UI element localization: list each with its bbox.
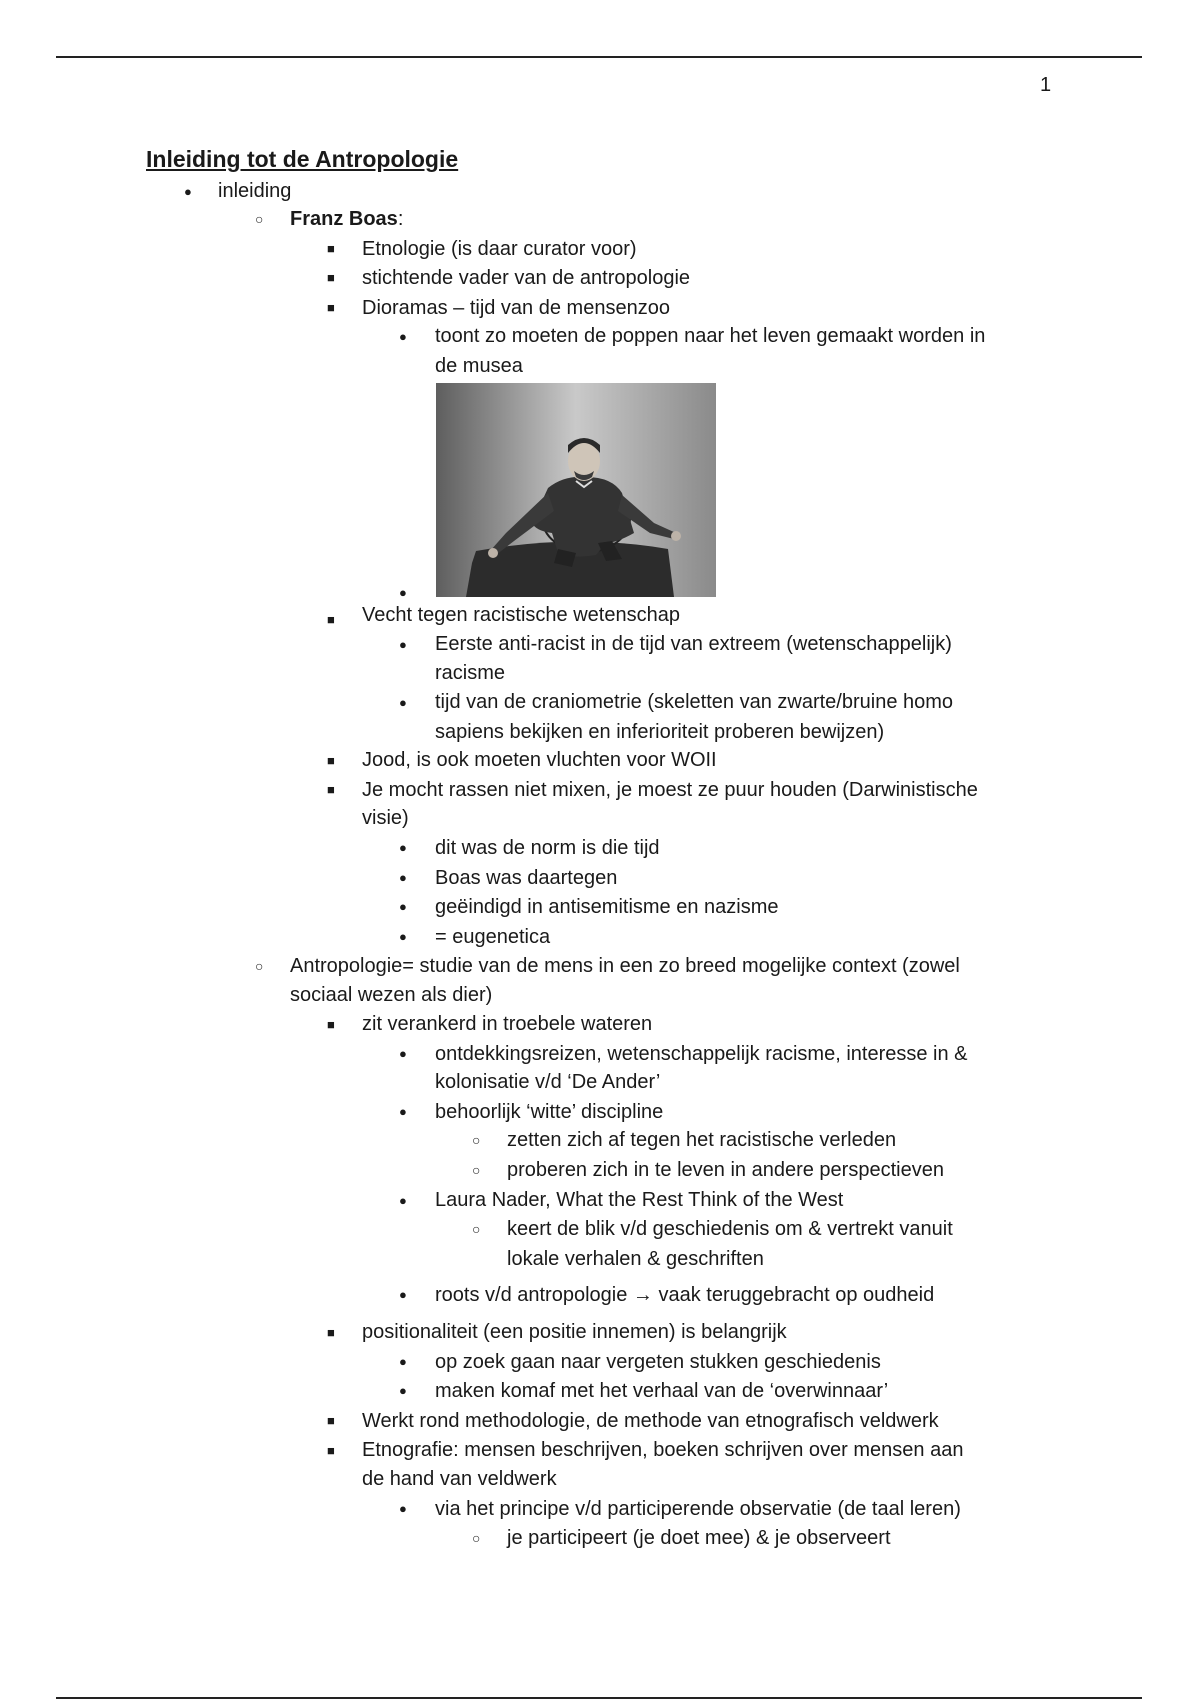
list-item: je participeert (je doet mee) & je observeert xyxy=(507,1527,891,1549)
list-item: behoorlijk ‘witte’ discipline xyxy=(435,1101,664,1123)
circle-bullet-icon xyxy=(472,1527,480,1552)
list-item: op zoek gaan naar vergeten stukken geschiedenis xyxy=(435,1351,881,1373)
disc-bullet-icon xyxy=(399,1379,407,1405)
list-item: Eerste anti-racist in de tijd van extreem (wetenschappelijk) xyxy=(435,633,952,655)
square-bullet-icon xyxy=(327,237,335,263)
list-item: stichtende vader van de antropologie xyxy=(362,267,691,289)
circle-bullet-icon xyxy=(255,955,263,980)
disc-bullet-icon xyxy=(399,836,407,862)
circle-bullet-icon xyxy=(472,1159,480,1184)
square-bullet-icon xyxy=(327,1409,335,1435)
list-item: maken komaf met het verhaal van de ‘overwinnaar’ xyxy=(435,1380,889,1402)
circle-bullet-icon xyxy=(472,1129,480,1154)
list-item: Etnografie: mensen beschrijven, boeken schrijven over mensen aan xyxy=(362,1439,964,1461)
list-item: Werkt rond methodologie, de methode van etnografisch veldwerk xyxy=(362,1410,939,1432)
list-item: keert de blik v/d geschiedenis om & vertrekt vanuit xyxy=(507,1218,953,1240)
bold-term: Franz Boas xyxy=(290,208,398,230)
disc-bullet-icon xyxy=(399,1497,407,1523)
list-item: Je mocht rassen niet mixen, je moest ze puur houden (Darwinistische xyxy=(362,779,978,801)
list-item: positionaliteit (een positie innemen) is belangrijk xyxy=(362,1321,787,1343)
disc-bullet-icon xyxy=(399,1100,407,1126)
circle-bullet-icon xyxy=(255,208,263,233)
list-item: Vecht tegen racistische wetenschap xyxy=(362,604,680,626)
list-item: zetten zich af tegen het racistische verleden xyxy=(507,1129,897,1151)
list-item-continuation: de hand van veldwerk xyxy=(362,1468,557,1490)
list-item-continuation: lokale verhalen & geschriften xyxy=(507,1248,764,1270)
list-item: Antropologie= studie van de mens in een zo breed mogelijke context (zowel xyxy=(290,955,960,977)
list-item: Dioramas – tijd van de mensenzoo xyxy=(362,297,670,319)
square-bullet-icon xyxy=(327,1439,335,1465)
footer-rule xyxy=(56,1697,1142,1699)
list-item-continuation: visie) xyxy=(362,807,409,829)
disc-bullet-icon xyxy=(399,691,407,717)
list-item: ontdekkingsreizen, wetenschappelijk racisme, interesse in & xyxy=(435,1043,968,1065)
disc-bullet-icon xyxy=(399,1283,407,1309)
list-item: Jood, is ook moeten vluchten voor WOII xyxy=(362,749,717,771)
disc-bullet-icon xyxy=(399,866,407,892)
list-item: Laura Nader, What the Rest Think of the West xyxy=(435,1189,844,1211)
list-item: geëindigd in antisemitisme en nazisme xyxy=(435,896,779,918)
list-item: tijd van de craniometrie (skeletten van zwarte/bruine homo xyxy=(435,691,954,713)
list-item-continuation: sociaal wezen als dier) xyxy=(290,984,493,1006)
list-item: via het principe v/d participerende observatie (de taal leren) xyxy=(435,1498,961,1520)
square-bullet-icon xyxy=(327,1321,335,1347)
list-item-continuation: kolonisatie v/d ‘De Ander’ xyxy=(435,1071,661,1093)
square-bullet-icon xyxy=(327,749,335,775)
disc-bullet-icon xyxy=(184,180,192,206)
circle-bullet-icon xyxy=(472,1218,480,1243)
list-item-continuation: de musea xyxy=(435,355,523,377)
disc-bullet-icon xyxy=(399,1042,407,1068)
list-item-continuation: racisme xyxy=(435,662,506,684)
header-rule xyxy=(56,56,1142,58)
photo-franz-boas-pose xyxy=(436,383,716,597)
list-item: = eugenetica xyxy=(435,926,551,948)
disc-bullet-icon xyxy=(399,895,407,921)
list-item: roots v/d antropologie → vaak teruggebracht op oudheid xyxy=(435,1284,935,1306)
disc-bullet-icon xyxy=(399,1350,407,1376)
list-item-continuation: sapiens bekijken en inferioriteit proberen bewijzen) xyxy=(435,721,885,743)
document-title: Inleiding tot de Antropologie xyxy=(146,146,459,172)
list-item: inleiding xyxy=(218,180,292,202)
disc-bullet-icon xyxy=(399,1189,407,1215)
square-bullet-icon xyxy=(327,296,335,322)
page-number: 1 xyxy=(1040,74,1052,96)
list-item: proberen zich in te leven in andere perspectieven xyxy=(507,1159,944,1181)
list-item: zit verankerd in troebele wateren xyxy=(362,1013,653,1035)
list-item: dit was de norm is die tijd xyxy=(435,837,660,859)
list-item: toont zo moeten de poppen naar het leven gemaakt worden in xyxy=(435,325,986,347)
disc-bullet-icon xyxy=(399,325,407,351)
list-item: Boas was daartegen xyxy=(435,867,618,889)
disc-bullet-icon xyxy=(399,633,407,659)
disc-bullet-icon xyxy=(399,925,407,951)
square-bullet-icon xyxy=(327,608,335,634)
square-bullet-icon xyxy=(327,1013,335,1039)
list-item xyxy=(290,207,403,231)
list-item: Etnologie (is daar curator voor) xyxy=(362,238,637,260)
square-bullet-icon xyxy=(327,266,335,292)
square-bullet-icon xyxy=(327,778,335,804)
colon: : xyxy=(397,208,404,230)
